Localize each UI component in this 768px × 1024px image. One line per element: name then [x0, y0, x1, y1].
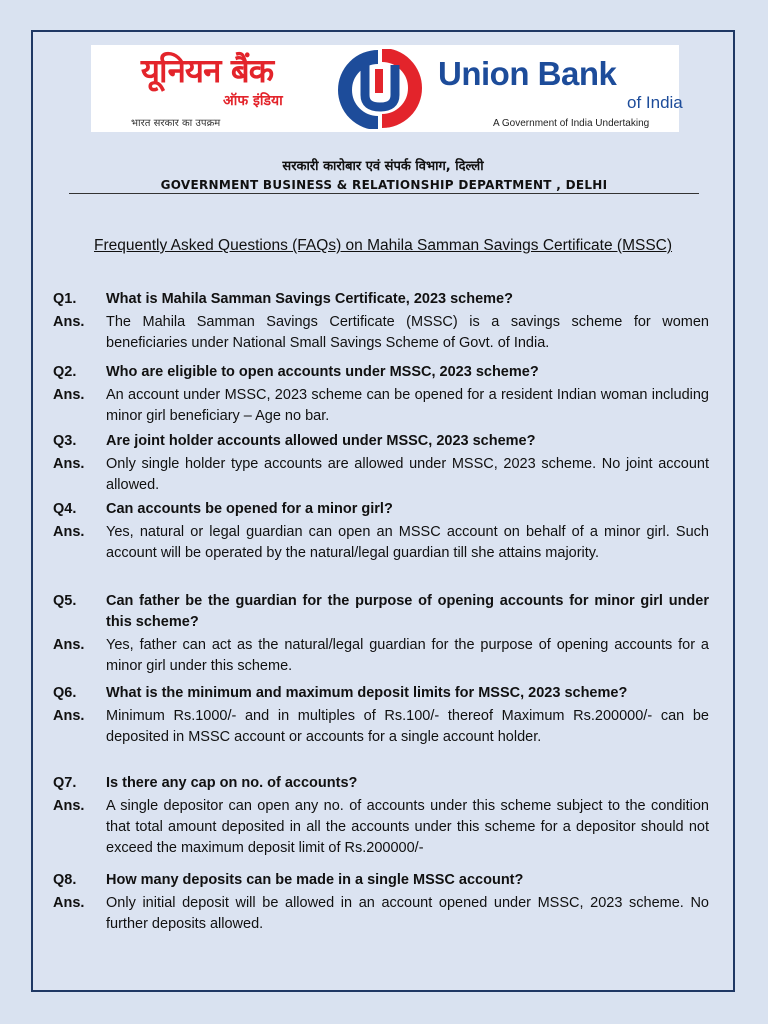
logo-hindi-tagline: भारत सरकार का उपक्रम: [131, 118, 221, 129]
faq-question-row: [53, 683, 709, 704]
question-text: Can father be the guardian for the purpose of opening accounts for minor girl under this scheme?: [106, 593, 709, 630]
faq-answer-row: [53, 385, 709, 427]
answer-label: Ans.: [53, 895, 85, 911]
logo-english-subname: of India: [627, 93, 683, 112]
question-label: Q4.: [53, 501, 77, 517]
answer-label: Ans.: [53, 314, 85, 330]
faq-answer-row: [53, 706, 709, 748]
answer-label: Ans.: [53, 637, 85, 653]
answer-label: Ans.: [53, 456, 85, 472]
union-bank-emblem-icon: [335, 49, 425, 129]
document-title: Frequently Asked Questions (FAQs) on Mahila Samman Savings Certificate (MSSC): [93, 237, 673, 254]
faq-item: [53, 499, 709, 564]
faq-answer-row: [53, 635, 709, 677]
faq-question-row: [53, 362, 709, 383]
faq-item: [53, 289, 709, 354]
answer-label: Ans.: [53, 524, 85, 540]
question-label: Q5.: [53, 593, 77, 609]
answer-text: Only single holder type accounts are allowed under MSSC, 2023 scheme. No joint account allowed.: [106, 456, 709, 493]
faq-answer-row: [53, 796, 709, 859]
faq-question-row: [53, 431, 709, 452]
answer-label: Ans.: [53, 708, 85, 724]
faq-item: [53, 683, 709, 748]
answer-label: Ans.: [53, 798, 85, 814]
department-english: GOVERNMENT BUSINESS & RELATIONSHIP DEPARTMENT , DELHI: [69, 178, 699, 194]
answer-label: Ans.: [53, 387, 85, 403]
faq-item: [53, 362, 709, 427]
question-label: Q7.: [53, 775, 77, 791]
faq-answer-row: [53, 522, 709, 564]
logo-english-tagline: A Government of India Undertaking: [493, 118, 650, 129]
logo-english-name: Union Bank: [438, 55, 617, 92]
answer-text: A single depositor can open any no. of accounts under this scheme subject to the condition that total amount deposited in all the accounts under this scheme for a depositor should not exceed the maximum deposit limit of Rs.200000/-: [106, 798, 709, 856]
question-label: Q2.: [53, 364, 77, 380]
question-label: Q3.: [53, 433, 77, 449]
faq-item: [53, 431, 709, 496]
faq-answer-row: [53, 454, 709, 496]
faq-item: [53, 773, 709, 859]
question-text: Can accounts be opened for a minor girl?: [106, 501, 393, 517]
question-text: Who are eligible to open accounts under MSSC, 2023 scheme?: [106, 364, 539, 380]
answer-text: Only initial deposit will be allowed in an account opened under MSSC, 2023 scheme. No further deposits allowed.: [106, 895, 709, 932]
faq-item: [53, 591, 709, 677]
department-hindi: सरकारी कारोबार एवं संपर्क विभाग, दिल्ली: [282, 159, 484, 174]
answer-text: An account under MSSC, 2023 scheme can be opened for a resident Indian woman including minor girl beneficiary – Age no bar.: [106, 387, 709, 424]
faq-question-row: [53, 773, 709, 794]
logo-hindi-subname: ऑफ इंडिया: [223, 93, 283, 109]
logo-hindi-name: यूनियन बैंक: [140, 51, 274, 90]
question-label: Q6.: [53, 685, 77, 701]
faq-question-row: [53, 499, 709, 520]
question-text: What is Mahila Samman Savings Certificate, 2023 scheme?: [106, 291, 513, 307]
question-label: Q1.: [53, 291, 77, 307]
faq-question-row: [53, 870, 709, 891]
answer-text: The Mahila Samman Savings Certificate (MSSC) is a savings scheme for women beneficiaries under National Small Savings Scheme of Govt. of India.: [106, 314, 709, 351]
document-page: [31, 30, 735, 992]
faq-answer-row: [53, 893, 709, 935]
faq-question-row: [53, 289, 709, 310]
answer-text: Minimum Rs.1000/- and in multiples of Rs.100/- thereof Maximum Rs.200000/- can be deposited in MSSC account or accounts for a single account holder.: [106, 708, 709, 745]
question-label: Q8.: [53, 872, 77, 888]
question-text: What is the minimum and maximum deposit limits for MSSC, 2023 scheme?: [106, 685, 628, 701]
union-bank-logo: [91, 45, 683, 132]
faq-answer-row: [53, 312, 709, 354]
faq-item: [53, 870, 709, 935]
answer-text: Yes, natural or legal guardian can open an MSSC account on behalf of a minor girl. Such account will be operated by the natural/legal guardian till she attains majority.: [106, 524, 709, 561]
question-text: Is there any cap on no. of accounts?: [106, 775, 358, 791]
answer-text: Yes, father can act as the natural/legal guardian for the purpose of opening accounts for a minor girl under this scheme.: [106, 637, 709, 674]
question-text: How many deposits can be made in a single MSSC account?: [106, 872, 524, 888]
faq-question-row: [53, 591, 709, 633]
question-text: Are joint holder accounts allowed under MSSC, 2023 scheme?: [106, 433, 536, 449]
